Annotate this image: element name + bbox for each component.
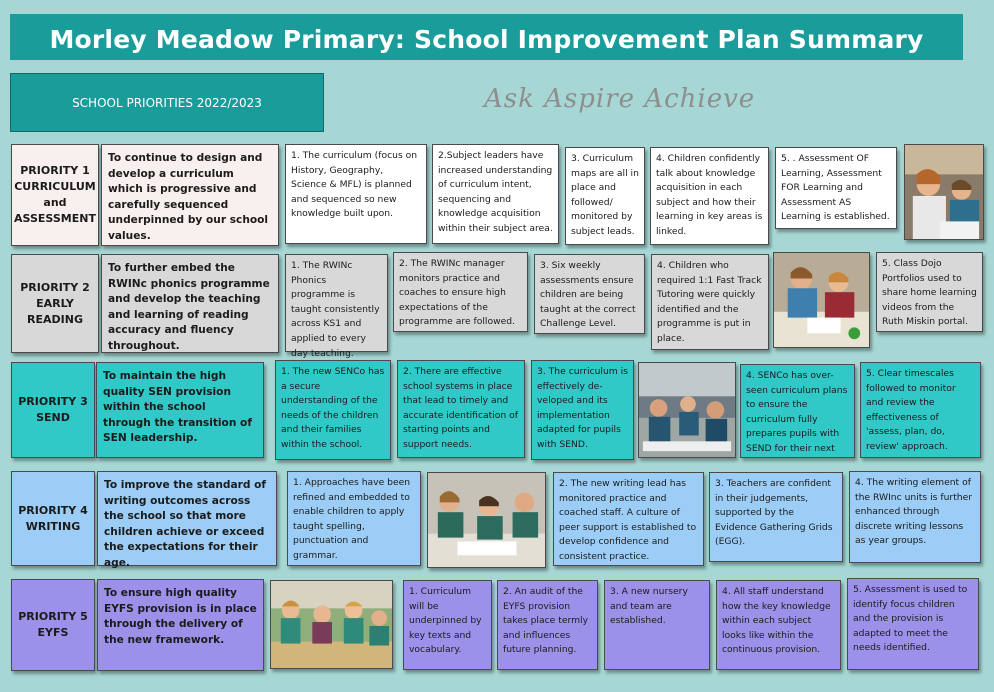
priority-3-label: PRIORITY 3 SEND <box>11 362 95 458</box>
priority-3-item: 2. There are effective school systems in place that lead to timely and accurate identification of starting points and support needs. <box>397 360 525 458</box>
priority-1-label: PRIORITY 1 CURRICULUM and ASSESSMENT <box>11 144 99 246</box>
priority-5-item: 2. An audit of the EYFS provision takes place termly and influences future planning. <box>497 580 598 670</box>
priority-5-item: 1. Curriculum will be underpinned by key texts and vocabulary. <box>403 580 492 670</box>
tagline: Ask Aspire Achieve <box>484 84 756 114</box>
priority-2-item: 1. The RWINc Phonics programme is taught consistently across KS1 and applied to every day teaching. <box>285 254 388 352</box>
priority-3-item: 1. The new SENCo has a secure understanding of the needs of the children and their families within the school. <box>275 360 391 460</box>
priority-1-item: 3. Curriculum maps are all in place and followed/ monitored by subject leads. <box>565 147 645 245</box>
priority-1-item: 4. Children confidently talk about knowledge acquisition in each subject and how their learning in key areas is linked. <box>650 147 769 245</box>
priorities-heading: SCHOOL PRIORITIES 2022/2023 <box>10 73 324 132</box>
priority-2-item: 3. Six weekly assessments ensure children are being taught at the correct Challenge Level. <box>534 254 645 334</box>
children-sandpit-photo <box>270 580 393 669</box>
priority-1-item: 2.Subject leaders have increased understanding of curriculum intent, sequencing and knowledge acquisition within their subject area. <box>432 144 559 244</box>
priority-3-item: 4. SENCo has over-seen curriculum plans to ensure the curriculum fully prepares pupils with SEND for their next <box>740 364 855 458</box>
priority-5-label: PRIORITY 5 EYFS <box>11 579 95 671</box>
priority-3-item: 3. The curriculum is effectively de-veloped and its implementation adapted for pupils with SEND. <box>531 360 634 460</box>
children-classroom-photo <box>904 144 984 240</box>
priority-2-label: PRIORITY 2 EARLY READING <box>11 254 99 353</box>
priority-4-item: 3. Teachers are confident in their judgements, supported by the Evidence Gathering Grids (EGG). <box>709 472 843 562</box>
priority-2-item: 5. Class Dojo Portfolios used to share home learning videos from the Ruth Miskin portal. <box>876 252 983 332</box>
priority-5-aim: To ensure high quality EYFS provision is in place through the delivery of the new framework. <box>97 579 264 671</box>
priority-3-item: 5. Clear timescales followed to monitor and review the effectiveness of 'assess, plan, do, review' approach. <box>860 362 981 458</box>
priority-4-item: 1. Approaches have been refined and embedded to enable children to apply taught spelling, punctuation and grammar. <box>287 471 421 566</box>
classroom-lesson-photo <box>638 362 736 458</box>
priority-4-aim: To improve the standard of writing outcomes across the school so that more children achieve or exceed the expectations for their age. <box>97 471 277 566</box>
priority-5-item: 4. All staff understand how the key knowledge within each subject looks like within the continuous provision. <box>716 580 841 670</box>
priority-5-item: 3. A new nursery and team are established. <box>604 580 710 670</box>
page-title: Morley Meadow Primary: School Improvement Plan Summary <box>10 14 963 60</box>
priority-5-item: 5. Assessment is used to identify focus children and the provision is adapted to meet the needs identified. <box>847 578 979 670</box>
priority-3-aim: To maintain the high quality SEN provision within the school through the transition of SEN leadership. <box>96 362 264 458</box>
priority-4-item: 2. The new writing lead has monitored practice and coached staff. A culture of peer support is established to develop confidence and consistent practice. <box>553 472 704 566</box>
priority-1-item: 5. . Assessment OF Learning, Assessment FOR Learning and Assessment AS Learning is established. <box>775 147 897 229</box>
priority-2-item: 2. The RWINc manager monitors practice and coaches to ensure high expectations of the programme are followed. <box>393 252 528 332</box>
priority-1-aim: To continue to design and develop a curriculum which is progressive and carefully sequenced underpinned by our school values. <box>101 144 279 246</box>
priority-2-aim: To further embed the RWINc phonics programme and develop the teaching and learning of reading accuracy and fluency throughout. <box>101 254 279 353</box>
priority-4-item: 4. The writing element of the RWInc units is further enhanced through discrete writing lessons as year groups. <box>849 471 981 563</box>
children-reading-photo <box>773 252 870 348</box>
priority-1-item: 1. The curriculum (focus on History, Geography, Science & MFL) is planned and sequenced so new knowledge built upon. <box>285 144 427 244</box>
priority-4-label: PRIORITY 4 WRITING <box>11 471 95 566</box>
children-writing-photo <box>427 472 546 568</box>
priority-2-item: 4. Children who required 1:1 Fast Track Tutoring were quickly identified and the programme is put in place. <box>651 254 769 350</box>
